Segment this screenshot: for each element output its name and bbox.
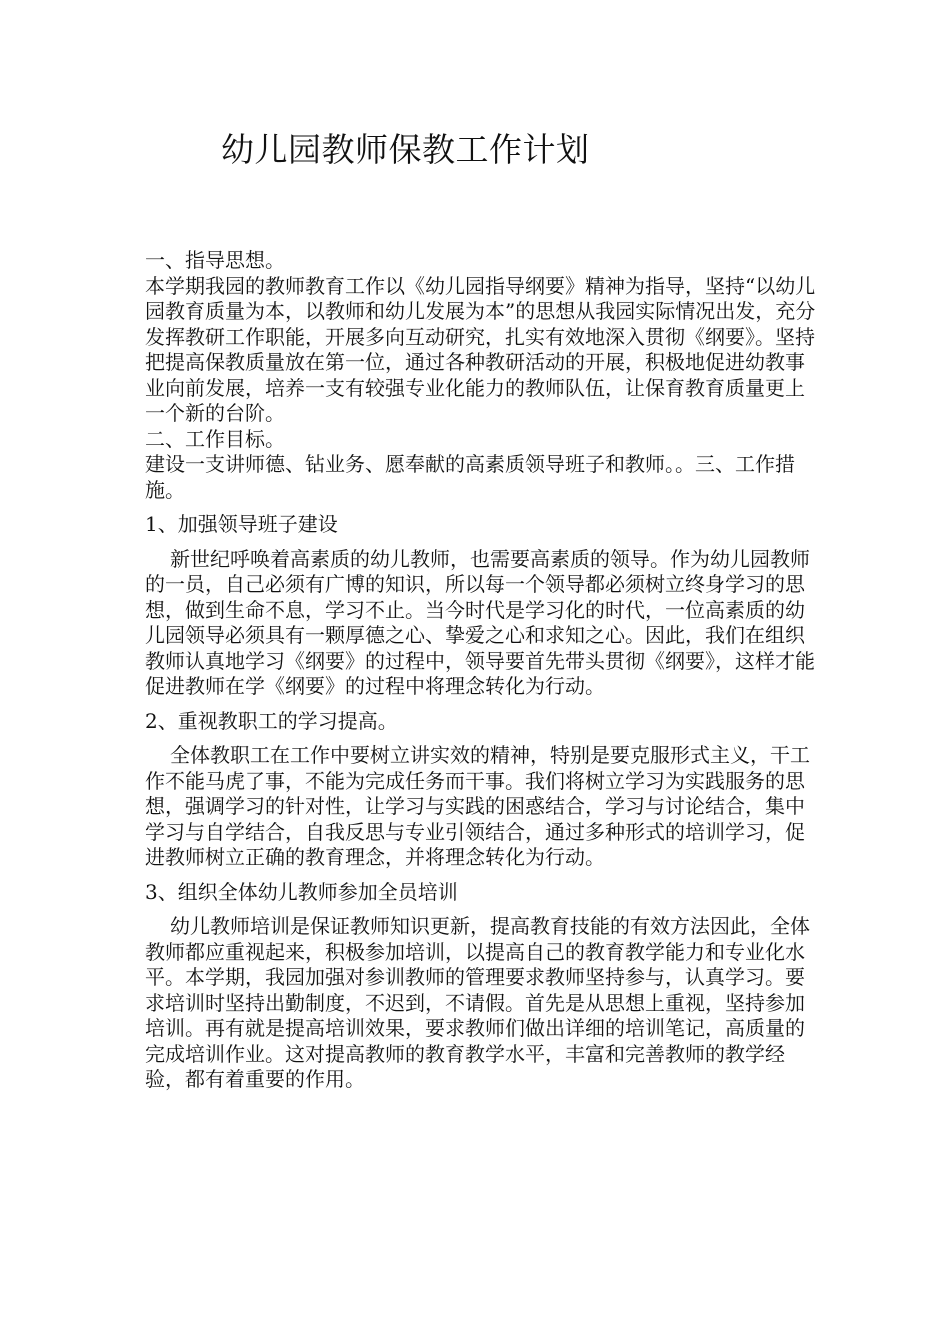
document-title: 幼儿园教师保教工作计划 [221,130,590,169]
document-body [145,248,817,1093]
section-heading-guiding-thought: 一、指导思想。 [145,248,285,272]
paragraph-teacher-training: 幼儿教师培训是保证教师知识更新，提高教育技能的有效方法因此，全体教师都应重视起来，积极参加培训，以提高自己的教育教学能力和专业化水平。本学期，我园加强对参训教师的管理要求教师坚持参与，认真学习。要求培训时坚持出勤制度，不迟到，不请假。首先是从思想上重视，坚持参加培训。再有就是提高培训效果，要求教师们做出详细的培训笔记，高质量的完成培训作业。这对提高教师的教育教学水平，丰富和完善教师的教学经验，都有着重要的作用。 [145,914,810,1091]
paragraph-staff-learning: 全体教职工在工作中要树立讲实效的精神，特别是要克服形式主义，干工作不能马虎了事，不能为完成任务而干事。我们将树立学习为实践服务的思想，强调学习的针对性，让学习与实践的困惑结合，学习与讨论结合，集中学习与自学结合，自我反思与专业引领结合，通过多种形式的培训学习，促进教师树立正确的教育理念，并将理念转化为行动。 [145,743,810,869]
section-heading-work-goals: 二、工作目标。 [145,426,285,451]
paragraph-leadership: 新世纪呼唤着高素质的幼儿教师，也需要高素质的领导。作为幼儿园教师的一员，自己必须有广博的知识，所以每一个领导都必须树立终身学习的思想，做到生命不息，学习不止。当今时代是学习化的时代，一位高素质的幼儿园领导必须具有一颗厚德之心、挚爱之心和求知之心。因此，我们在组织教师认真地学习《纲要》的过程中，领导要首先带头贯彻《纲要》，这样才能促进教师在学《纲要》的过程中将理念转化为行动。 [145,546,815,698]
subheading-staff-learning: 2、重视教职工的学习提高。 [145,708,398,733]
subheading-leadership: 1、加强领导班子建设 [145,512,338,536]
subheading-teacher-training: 3、组织全体幼儿教师参加全员培训 [145,879,458,904]
paragraph-guiding-thought: 本学期我园的教师教育工作以《幼儿园指导纲要》精神为指导，坚持“以幼儿园教育质量为本，以教师和幼儿发展为本”的思想从我园实际情况出发，充分发挥教研工作职能，开展多向互动研究，扎实有效地深入贯彻《纲要》。坚持把提高保教质量放在第一位，通过各种教研活动的开展，积极地促进幼教事业向前发展，培养一支有较强专业化能力的教师队伍，让保育教育质量更上一个新的台阶。 [145,273,816,425]
paragraph-work-goals: 建设一支讲师德、钻业务、愿奉献的高素质领导班子和教师。。三、工作措施。 [145,452,795,502]
